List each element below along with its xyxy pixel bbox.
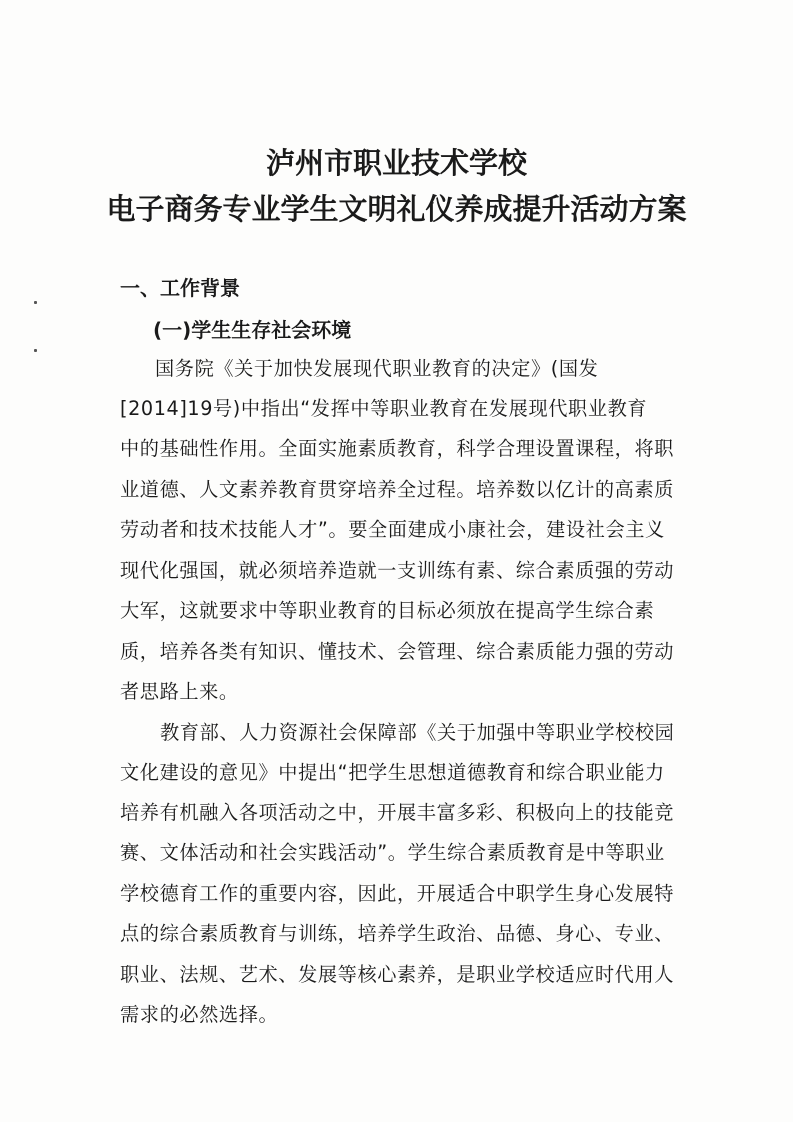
- paragraph1-line: 业道德、人文素养教育贯穿培养全过程。培养数以亿计的高素质: [120, 478, 675, 501]
- scan-mark: [34, 349, 37, 352]
- paragraph1-line: 国务院《关于加快发展现代职业教育的决定》(国发: [155, 357, 599, 380]
- paragraph2-line: 教育部、人力资源社会保障部《关于加强中等职业学校校园: [160, 721, 675, 744]
- paragraph1-line: [2014]19号)中指出“发挥中等职业教育在发展现代职业教育: [120, 397, 648, 420]
- paragraph2-line: 需求的必然选择。: [120, 1003, 279, 1026]
- document-title-line1: 泸州市职业技术学校: [265, 146, 527, 180]
- paragraph2-line: 学校德育工作的重要内容，因此，开展适合中职学生身心发展特: [120, 882, 675, 905]
- paragraph2-line: 点的综合素质教育与训练，培养学生政治、品德、身心、专业、: [120, 922, 675, 945]
- paragraph2-line: 文化建设的意见》中提出“把学生思想道德教育和综合职业能力: [120, 761, 665, 784]
- paragraph1-line: 劳动者和技术技能人才”。要全面建成小康社会，建设社会主义: [120, 518, 665, 541]
- subsection-heading-environment: (一)学生生存社会环境: [153, 318, 352, 342]
- paragraph1-line: 大军，这就要求中等职业教育的目标必须放在提高学生综合素: [120, 599, 655, 622]
- section-heading-background: 一、工作背景: [120, 276, 240, 300]
- paragraph1-line: 现代化强国，就必须培养造就一支训练有素、综合素质强的劳动: [120, 559, 675, 582]
- paragraph2-line: 赛、文体活动和社会实践活动”。学生综合素质教育是中等职业: [120, 841, 665, 864]
- paragraph1-line: 中的基础性作用。全面实施素质教育，科学合理设置课程，将职: [120, 437, 675, 460]
- paragraph1-line: 者思路上来。: [120, 680, 239, 703]
- document-title-line2: 电子商务专业学生文明礼仪养成提升活动方案: [106, 192, 687, 226]
- paragraph1-line: 质，培养各类有知识、懂技术、会管理、综合素质能力强的劳动: [120, 640, 675, 663]
- paragraph2-line: 职业、法规、艺术、发展等核心素养，是职业学校适应时代用人: [120, 963, 675, 986]
- scan-mark: [34, 301, 37, 304]
- paragraph2-line: 培养有机融入各项活动之中，开展丰富多彩、积极向上的技能竞: [120, 801, 675, 824]
